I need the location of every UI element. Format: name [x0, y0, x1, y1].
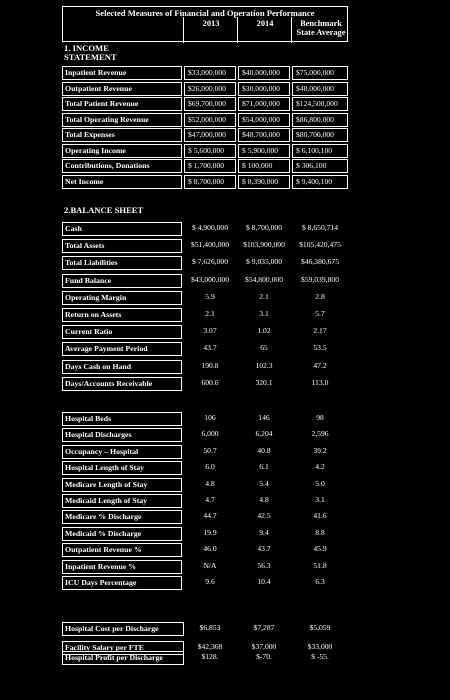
table-row [62, 291, 348, 305]
value-benchmark: 45.9 [313, 544, 327, 554]
value-2014: 9.4 [259, 527, 269, 537]
value-benchmark: 8.8 [315, 527, 325, 537]
value-2014: $37,000 [251, 642, 277, 651]
value-2014: $30,000,000 [238, 82, 290, 96]
value-2013: $43,000,000 [191, 274, 229, 284]
value-2014: 42.5 [257, 511, 271, 521]
value-benchmark: 53.5 [313, 343, 327, 353]
row-label: Medicare Length of Stay [62, 478, 182, 492]
value-2013: 6,000 [201, 429, 219, 439]
row-label: Outpatient Revenue % [62, 543, 182, 557]
table-header [62, 6, 348, 42]
value-2014: 3.1 [259, 309, 269, 318]
value-benchmark: 39.2 [313, 445, 327, 455]
value-2013: 19.9 [203, 527, 217, 537]
table-row [62, 308, 348, 322]
row-label: Return on Assets [62, 308, 182, 322]
value-benchmark: 5.0 [315, 478, 325, 488]
value-2014: $ 9,035,000 [245, 257, 283, 267]
benchmark-line-1: Benchmark [300, 19, 342, 28]
value-2014: $54,800,000 [245, 274, 283, 284]
table-row [62, 377, 348, 391]
row-label: Outpatient Revenue [62, 82, 182, 96]
income-statement-heading [64, 44, 117, 62]
table-row [62, 222, 348, 236]
value-benchmark: $80,700,000 [292, 128, 348, 142]
value-2014: 4.8 [259, 495, 269, 504]
table-row [62, 543, 348, 557]
table-row [62, 256, 348, 270]
value-2013: 9.6 [205, 577, 215, 586]
value-benchmark: $75,000,000 [292, 66, 348, 80]
table-row [62, 576, 348, 590]
table-row [62, 97, 348, 111]
value-2013: 600.6 [201, 377, 219, 387]
row-label: Occupancy – Hospital [62, 445, 182, 459]
row-label: Contributions, Donations [62, 159, 182, 173]
value-2014: 320.1 [255, 377, 273, 387]
value-2014: $ 8,390,000 [238, 175, 290, 189]
header-divider [291, 17, 292, 43]
value-2014: $103,900,000 [243, 240, 285, 250]
row-label: Cash [62, 222, 182, 236]
value-benchmark: $ 306,100 [292, 159, 348, 173]
value-2013: $42,368 [197, 642, 223, 651]
table-row [62, 360, 348, 374]
row-label: Medicare % Discharge [62, 510, 182, 524]
value-2013: $ 7,626,000 [191, 257, 229, 267]
table-row [62, 461, 348, 475]
value-benchmark: $105,420,475 [299, 240, 341, 250]
table-title: Selected Measures of Financial and Operation Performance [95, 8, 315, 18]
value-benchmark: $ 9,400,100 [292, 175, 348, 189]
value-2013: $51,400,000 [191, 240, 229, 250]
value-2014: $54,000,000 [238, 113, 290, 127]
value-2013: 106 [204, 413, 216, 422]
value-2013: 3.07 [203, 326, 217, 336]
value-2014: 102.3 [255, 360, 273, 370]
row-label: Hospital Discharges [62, 428, 182, 442]
value-2013: 43.7 [203, 343, 217, 353]
table-row [62, 175, 348, 189]
value-benchmark: 113.0 [311, 377, 329, 387]
value-2013: 6.0 [205, 462, 215, 472]
value-2013: 4.7 [205, 495, 215, 504]
value-2014: $-70. [256, 652, 272, 661]
value-2013: $47,000,000 [184, 128, 236, 142]
value-2014: 40.8 [257, 445, 271, 455]
row-label: Fund Balance [62, 274, 182, 288]
value-2014: 65 [260, 343, 268, 353]
value-benchmark: 41.6 [313, 511, 327, 521]
row-label: Operating Income [62, 144, 182, 158]
value-2014: 2.1 [259, 291, 269, 301]
value-benchmark: 47.2 [313, 360, 327, 370]
row-label: Operating Margin [62, 291, 182, 305]
value-2014: $ 100,000 [238, 159, 290, 173]
benchmark-line-2: State Average [296, 28, 346, 37]
column-header-benchmark [293, 19, 349, 37]
value-2013: $ 8,700,000 [184, 175, 236, 189]
value-2014: 10.4 [257, 577, 271, 586]
value-2013: N/A [203, 560, 217, 570]
value-benchmark: $ -55. [311, 652, 329, 661]
row-label: Inpatient Revenue % [62, 560, 182, 574]
row-label: Medicaid % Discharge [62, 527, 182, 541]
row-label: Average Payment Period [62, 342, 182, 356]
row-label: Current Ratio [62, 325, 182, 339]
value-benchmark: 98 [316, 413, 324, 422]
value-2013: 50.7 [203, 445, 217, 455]
column-header-2014: 2014 [256, 19, 274, 28]
column-header-2013: 2013 [202, 19, 220, 28]
table-row [62, 412, 348, 426]
value-2014: $ 5,900,000 [238, 144, 290, 158]
table-row [62, 510, 348, 524]
table-row [62, 325, 348, 339]
value-benchmark: $46,380,675 [301, 257, 339, 267]
table-row [62, 560, 348, 574]
row-label: Hospital Cost per Discharge [62, 622, 184, 636]
value-benchmark: 3.1 [315, 495, 325, 504]
value-2014: $48,700,000 [238, 128, 290, 142]
value-2013: 2.1 [205, 309, 215, 318]
value-2014: $7,287 [253, 623, 275, 632]
value-benchmark: $33,000 [307, 642, 333, 651]
value-2013: $128. [201, 652, 219, 661]
value-2013: $33,000,000 [184, 66, 236, 80]
row-label: Total Assets [62, 239, 182, 253]
value-2014: 1.02 [257, 326, 271, 336]
table-row [62, 113, 348, 127]
row-label: Days Cash on Hand [62, 360, 182, 374]
value-benchmark: 51.8 [313, 560, 327, 570]
value-2013: 4.8 [205, 478, 215, 488]
value-2014: $40,000,000 [238, 66, 290, 80]
table-row [62, 144, 348, 158]
value-2014: 5.4 [259, 478, 269, 488]
value-benchmark: 5.7 [315, 309, 325, 318]
row-label: Net Income [62, 175, 182, 189]
table-row [62, 274, 348, 288]
table-row [62, 651, 348, 665]
row-label: Total Patient Revenue [62, 97, 182, 111]
row-label: ICU Days Percentage [62, 576, 182, 590]
header-divider [183, 17, 184, 43]
value-benchmark: 2,596 [311, 429, 329, 439]
value-2013: $ 4,900,000 [191, 223, 229, 232]
row-label: Total Expenses [62, 128, 182, 142]
value-benchmark: 2.8 [315, 291, 325, 301]
balance-sheet-heading: 2.BALANCE SHEET [64, 205, 144, 215]
value-benchmark: 4.2 [315, 462, 325, 472]
table-row [62, 478, 348, 492]
value-2013: $ 5,600,000 [184, 144, 236, 158]
table-row [62, 239, 348, 253]
value-2013: $26,000,000 [184, 82, 236, 96]
row-label: Total Liabilities [62, 256, 182, 270]
row-label: Hospital Length of Stay [62, 461, 182, 475]
value-benchmark: 2.17 [313, 326, 327, 336]
value-2013: $69,700,000 [184, 97, 236, 111]
row-label: Days/Accounts Receivable [62, 377, 182, 391]
value-2013: $52,000,000 [184, 113, 236, 127]
table-row [62, 445, 348, 459]
value-2014: $ 8,700,000 [245, 223, 283, 232]
value-benchmark: $ 8,650,714 [301, 223, 339, 232]
value-2014: 43.7 [257, 544, 271, 554]
value-2013: $ 1,700,000 [184, 159, 236, 173]
value-benchmark: 6.3 [315, 577, 325, 586]
table-row [62, 128, 348, 142]
value-2013: 5.9 [205, 291, 215, 301]
value-2013: 46.0 [203, 544, 217, 554]
header-divider [237, 17, 238, 43]
income-heading-line-2: STATEMENT [64, 52, 117, 62]
value-benchmark: $5,059 [309, 623, 331, 632]
table-row [62, 342, 348, 356]
value-2014: 6.1 [259, 462, 269, 472]
table-row [62, 66, 348, 80]
row-label: Inpatient Revenue [62, 66, 182, 80]
value-2014: $71,000,000 [238, 97, 290, 111]
row-label: Hospital Profit per Discharge [62, 651, 184, 665]
table-row [62, 527, 348, 541]
table-row [62, 494, 348, 508]
row-label: Hospital Beds [62, 412, 182, 426]
table-row [62, 428, 348, 442]
value-benchmark: $124,500,000 [292, 97, 348, 111]
value-2014: 56.3 [257, 560, 271, 570]
row-label: Medicaid Length of Stay [62, 494, 182, 508]
value-2013: 44.7 [203, 511, 217, 521]
table-row [62, 622, 348, 636]
table-row [62, 82, 348, 96]
value-2013: $6,853 [199, 623, 221, 632]
value-2013: 190.8 [201, 360, 219, 370]
value-benchmark: $59,039,800 [301, 274, 339, 284]
value-2014: 6,204 [255, 429, 273, 439]
row-label: Facility Salary per FTE [62, 641, 184, 655]
value-benchmark: $86,800,000 [292, 113, 348, 127]
value-benchmark: $ 6,100,100 [292, 144, 348, 158]
table-row [62, 159, 348, 173]
row-label: Total Operating Revenue [62, 113, 182, 127]
value-2014: 146 [258, 413, 270, 422]
performance-table [62, 6, 348, 671]
value-benchmark: $48,000,000 [292, 82, 348, 96]
income-heading-line-1: 1. INCOME [64, 43, 109, 53]
